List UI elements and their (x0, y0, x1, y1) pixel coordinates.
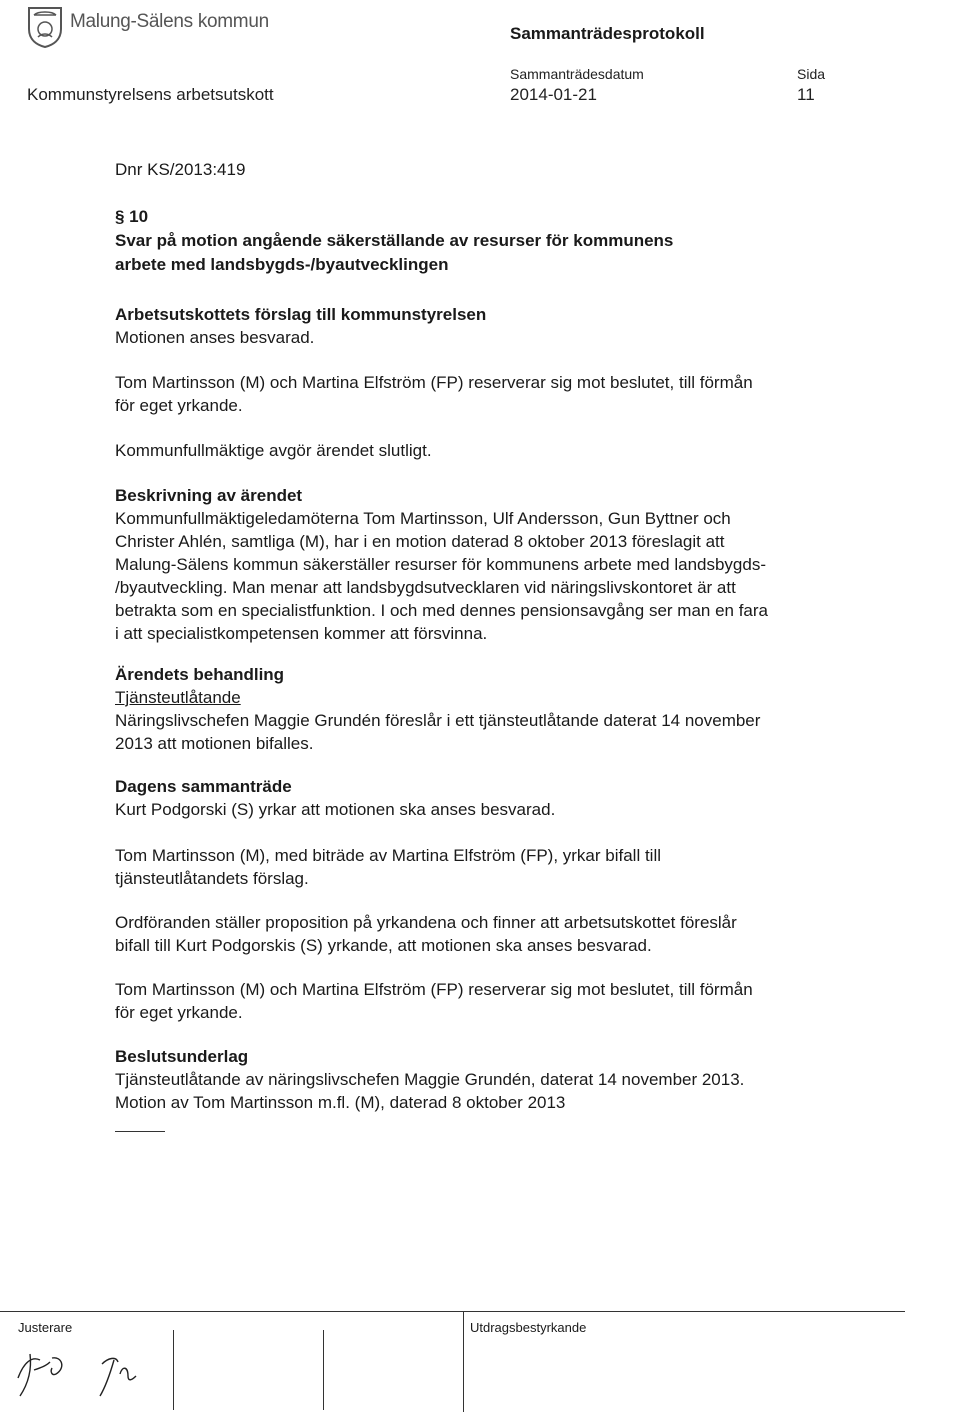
meeting-paragraph-2-line-1: Tom Martinsson (M), med biträde av Martina Elfström (FP), yrkar bifall till (115, 846, 662, 865)
meeting-date: 2014-01-21 (510, 85, 597, 104)
meeting-paragraph-3-line-1: Ordföranden ställer proposition på yrkandena och finner att arbetsutskottet föreslår (115, 913, 737, 932)
basis-line-1: Tjänsteutlåtande av näringslivschefen Maggie Grundén, daterat 14 november 2013. (115, 1070, 745, 1089)
date-label: Sammanträdesdatum (510, 66, 644, 82)
description-heading: Beskrivning av ärendet (115, 486, 303, 505)
reservation-line-2: för eget yrkande. (115, 396, 243, 415)
proposal-heading: Arbetsutskottets förslag till kommunstyrelsen (115, 305, 487, 324)
end-separator (115, 1131, 165, 1132)
proposal-text: Motionen anses besvarad. (115, 328, 315, 347)
description-line: i att specialistkompetensen kommer att försvinna. (115, 624, 488, 643)
handling-line-1: Näringslivschefen Maggie Grundén föreslår i ett tjänsteutlåtande daterat 14 november (115, 711, 761, 730)
signature-divider (173, 1330, 174, 1410)
page-number: 11 (797, 85, 815, 104)
reservation-line-1: Tom Martinsson (M) och Martina Elfström (FP) reserverar sig mot beslutet, till förmån (115, 373, 753, 392)
organization-name: Malung-Sälens kommun (70, 11, 269, 32)
approver-label: Justerare (18, 1320, 73, 1335)
document-type: Sammanträdesprotokoll (510, 24, 705, 43)
meeting-paragraph-4-line-1: Tom Martinsson (M) och Martina Elfström (FP) reserverar sig mot beslutet, till förmån (115, 980, 753, 999)
signature-divider (323, 1330, 324, 1410)
certification-label: Utdragsbestyrkande (470, 1320, 587, 1335)
footer-divider (463, 1312, 464, 1412)
description-line: betrakta som en specialistfunktion. I och med dennes pensionsavgång ser man en fara (115, 601, 768, 620)
case-title-line-1: Svar på motion angående säkerställande av resurser för kommunens (115, 231, 674, 250)
municipality-crest-icon (26, 5, 64, 49)
basis-line-2: Motion av Tom Martinsson m.fl. (M), daterad 8 oktober 2013 (115, 1093, 566, 1112)
handling-line-2: 2013 att motionen bifalles. (115, 734, 314, 753)
meeting-paragraph-2-line-2: tjänsteutlåtandets förslag. (115, 869, 309, 888)
case-number: Dnr KS/2013:419 (115, 160, 246, 179)
handling-subheading: Tjänsteutlåtande (115, 688, 241, 707)
description-line: /byautveckling. Man menar att landsbygdsutvecklaren vid näringslivskontoret är att (115, 578, 736, 597)
description-line: Malung-Sälens kommun säkerställer resurser för kommunens arbete med landsbygds- (115, 555, 767, 574)
description-line: Kommunfullmäktigeledamöterna Tom Martinsson, Ulf Andersson, Gun Byttner och (115, 509, 731, 528)
paragraph-number: § 10 (115, 207, 149, 226)
meeting-paragraph-3-line-2: bifall till Kurt Podgorskis (S) yrkande, att motionen ska anses besvarad. (115, 936, 652, 955)
final-decision-note: Kommunfullmäktige avgör ärendet slutligt. (115, 441, 432, 460)
committee-name: Kommunstyrelsens arbetsutskott (27, 85, 274, 104)
case-title-line-2: arbete med landsbygds-/byautvecklingen (115, 255, 449, 274)
description-line: Christer Ahlén, samtliga (M), har i en motion daterad 8 oktober 2013 föreslagit att (115, 532, 725, 551)
meeting-paragraph-1: Kurt Podgorski (S) yrkar att motionen ska anses besvarad. (115, 800, 556, 819)
meeting-paragraph-4-line-2: för eget yrkande. (115, 1003, 243, 1022)
handwritten-initials-signature (10, 1340, 170, 1400)
basis-heading: Beslutsunderlag (115, 1047, 249, 1066)
footer-rule (0, 1311, 905, 1312)
handling-heading: Ärendets behandling (115, 665, 285, 684)
page-label: Sida (797, 66, 826, 82)
meeting-heading: Dagens sammanträde (115, 777, 292, 796)
